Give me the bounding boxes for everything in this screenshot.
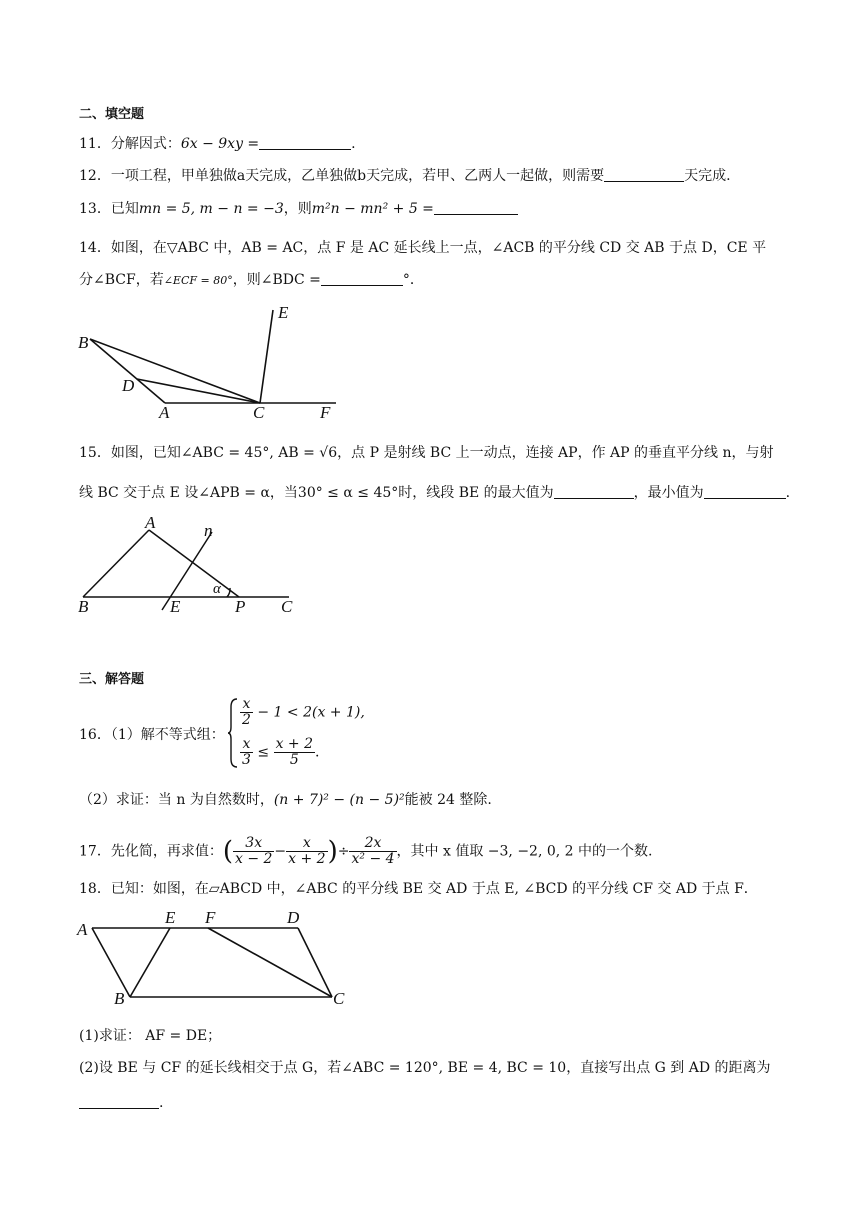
q18-label-c: C — [333, 989, 345, 1008]
question-13 — [79, 199, 518, 219]
q16-ineq1-rest: − 1 < 2(x + 1), — [257, 704, 365, 721]
q16-inequality-1 — [240, 697, 365, 728]
q13-number: 13． — [79, 201, 111, 217]
q13-expression: m²n − mn² + 5 = — [311, 201, 434, 217]
question-11: 11．分解因式：6x − 9xy = . — [79, 136, 356, 152]
q16-leq: ≤ — [257, 744, 270, 761]
q14-angle-ecf: ∠ECF = 80° — [163, 274, 233, 287]
q16-system-brace — [227, 697, 239, 769]
q16-part2b: 能被 24 整除. — [404, 792, 492, 808]
q14-answer-blank[interactable] — [321, 271, 403, 286]
q15-line2b: ，最小值为 — [633, 485, 704, 501]
q14-figure — [76, 302, 366, 422]
q14-label-d: D — [122, 376, 135, 395]
q14-tail: °． — [402, 272, 424, 288]
q18-line1: 已知：如图，在▱ABCD 中，∠ABC 的平分线 BE 交 AD 于点 E, ∠BCD 的平分线 CF 交 AD 于点 F． — [110, 881, 758, 897]
q14-label-a: A — [159, 403, 170, 422]
question-18-line1 — [79, 879, 758, 899]
q13-condition: mn = 5, m − n = −3 — [138, 201, 284, 217]
q15-label-n: n — [204, 521, 213, 540]
q17-number: 17． — [79, 843, 111, 860]
q15-number: 15． — [79, 445, 111, 461]
q18-label-f: F — [205, 908, 216, 927]
q14-label-f: F — [320, 403, 331, 422]
q15-label-c: C — [281, 597, 293, 616]
q14-segment-dc — [137, 379, 260, 403]
q18-tail: . — [159, 1095, 164, 1111]
q12-text: 一项工程，甲单独做a天完成，乙单独做b天完成，若甲、乙两人一起做，则需要 — [110, 168, 605, 184]
q12-number: 12． — [79, 168, 111, 184]
section-fill-blank-heading: 二、填空题 — [79, 107, 145, 122]
q16-part2-expr: (n + 7)² − (n − 5)² — [273, 792, 405, 808]
q14-label-c: C — [253, 403, 265, 422]
q15-label-b: B — [78, 597, 89, 616]
q14-segment-ce — [260, 310, 273, 403]
q15-line1: 如图，已知∠ABC = 45°, AB = √6，点 P 是射线 BC 上一动点，连接 AP，作 AP 的垂直平分线 n，与射 — [110, 445, 774, 461]
q16-part2a: （2）求证：当 n 为自然数时， — [79, 792, 274, 808]
q18-label-e: E — [165, 908, 176, 927]
q18-label-b: B — [114, 989, 125, 1008]
q18-answer-blank[interactable] — [79, 1094, 159, 1109]
question-16-part2 — [79, 790, 492, 810]
q14-label-b: B — [78, 333, 89, 352]
q15-label-e: E — [170, 597, 181, 616]
q11-number: 11． — [79, 136, 111, 152]
q14-line2c: ，则∠BDC = — [232, 272, 321, 288]
q17-frac-1: $\frac{3x}{x - 2}$ — [234, 835, 273, 867]
q15-segment-ba — [83, 530, 149, 597]
question-18-answer-line — [79, 1093, 163, 1113]
question-16-part1 — [79, 725, 225, 745]
q18-segment-fc — [208, 928, 332, 997]
question-14-line2 — [79, 270, 424, 291]
q17-tail: ，其中 x 值取 −3, −2, 0, 2 中的一个数. — [396, 843, 653, 860]
q17-frac-2: $\frac{x}{x + 2}$ — [288, 835, 326, 867]
q13-mid: ，则 — [283, 201, 312, 217]
q16-part1: （1）解不等式组： — [110, 727, 225, 743]
question-15-line2 — [79, 483, 790, 503]
q15-line2a: 线 BC 交于点 E 设∠APB = α，当30° ≤ α ≤ 45°时，线段 BE 的最大值为 — [79, 485, 554, 501]
q15-label-p: P — [235, 597, 246, 616]
question-17: 17．先化简，再求值：( $\frac{3x}{x - 2}$ − $\frac{x}{x + 2}$ )÷ $\frac{2x}{\text{x² − 4}}$ ，其中 x 值取 −3, −2, 0, 2 中的一个数. — [79, 835, 653, 867]
q15-label-alpha: α — [213, 581, 221, 597]
q14-label-e: E — [278, 303, 289, 322]
q16-frac-x-over-3: $\frac{x}{3}$ — [242, 736, 251, 768]
q18-segment-ab — [92, 928, 130, 997]
question-18-sub1: (1)求证： AF = DE； — [79, 1028, 222, 1044]
question-12 — [79, 166, 731, 186]
q11-text: 分解因式： — [110, 136, 181, 152]
q18-number: 18． — [79, 881, 111, 897]
q17-div: ÷ — [337, 843, 350, 860]
question-18-sub2: (2)设 BE 与 CF 的延长线相交于点 G，若∠ABC = 120°, BE = 4, BC = 10，直接写出点 G 到 AD 的距离为 — [79, 1060, 771, 1076]
q16-frac-xp2-over-5: $\frac{x + 2}{5}$ — [275, 736, 313, 768]
q17-frac-3: $\frac{2x}{\text{x² − 4}}$ — [351, 835, 395, 867]
q14-line2a: 分∠BCF，若 — [79, 272, 164, 288]
q18-figure — [74, 908, 354, 1008]
q18-segment-be — [130, 928, 170, 997]
q14-number: 14． — [79, 240, 111, 256]
q13-answer-blank[interactable] — [434, 200, 518, 215]
q11-answer-blank[interactable] — [259, 135, 351, 150]
q15-min-blank[interactable] — [704, 484, 786, 499]
question-15-line1 — [79, 443, 774, 463]
q15-label-a: A — [145, 513, 156, 532]
section-answer-heading: 三、解答题 — [79, 672, 145, 687]
question-14-line1 — [79, 238, 766, 258]
q17-text: 先化简，再求值： — [110, 843, 223, 860]
q13-text: 已知 — [110, 201, 139, 217]
q15-max-blank[interactable] — [554, 484, 634, 499]
q17-minus: − — [274, 843, 287, 860]
q14-line1: 如图，在▽ABC 中，AB = AC，点 F 是 AC 延长线上一点，∠ACB 的平分线 CD 交 AB 于点 D，CE 平 — [110, 240, 767, 256]
q12-tail: 天完成. — [684, 168, 731, 184]
q11-expression: 6x − 9xy = — [180, 136, 260, 152]
q15-tail: . — [785, 485, 791, 501]
q15-figure — [74, 512, 304, 616]
q18-label-d: D — [287, 908, 300, 927]
q16-number: 16． — [79, 727, 111, 743]
q12-answer-blank[interactable] — [604, 167, 684, 182]
q14-segment-bc — [90, 339, 260, 403]
q16-frac-x-over-2: $\frac{x}{2}$ — [242, 696, 251, 728]
q18-label-a: A — [77, 920, 88, 939]
q16-inequality-2: $\frac{x}{3}$ ≤ $\frac{x + 2}{5}$ . — [242, 736, 320, 768]
q15-segment-ap — [149, 530, 239, 597]
